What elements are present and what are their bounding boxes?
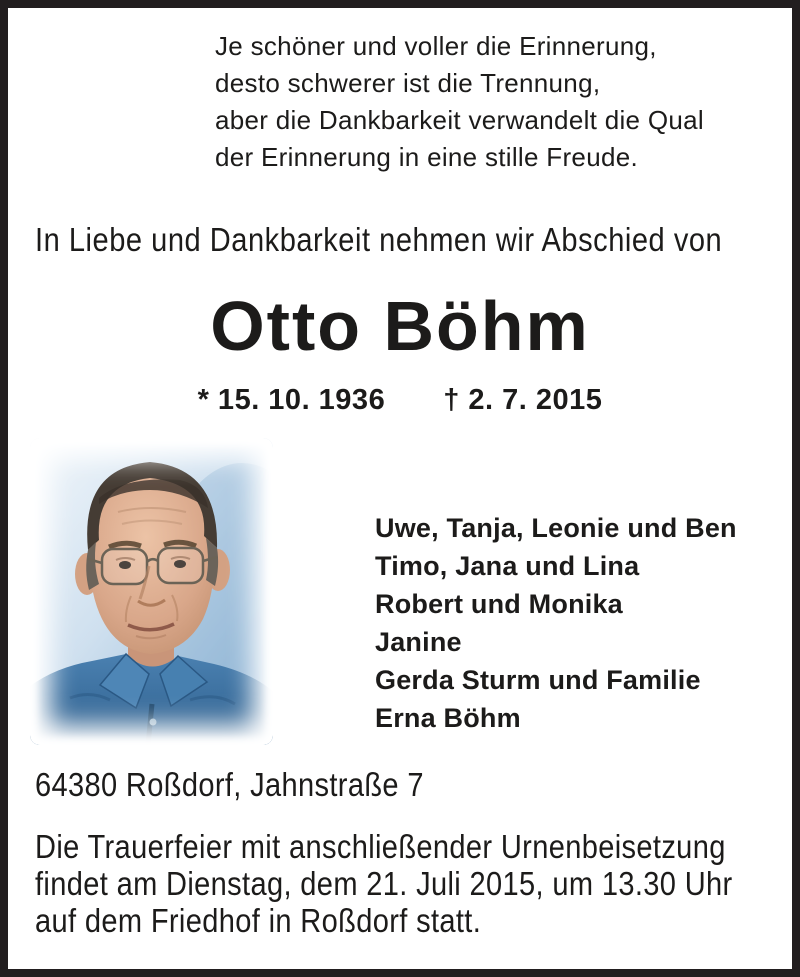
birth-date: * 15. 10. 1936 — [197, 384, 386, 416]
mourners-list — [375, 509, 737, 737]
mourner-line: Gerda Sturm und Familie — [375, 665, 701, 695]
funeral-line: Die Trauerfeier mit anschließender Urnenbeisetzung — [35, 828, 726, 865]
face — [90, 474, 214, 654]
life-dates — [0, 384, 800, 417]
farewell-intro: In Liebe und Dankbarkeit nehmen wir Abschied von — [35, 221, 723, 258]
portrait-photo — [30, 438, 273, 745]
portrait-illustration — [30, 438, 273, 745]
mourner-line: Uwe, Tanja, Leonie und Ben — [375, 513, 737, 543]
photo-background — [30, 438, 273, 745]
deceased-name: Otto Böhm — [210, 287, 590, 365]
glasses — [88, 548, 217, 584]
mourner-line: Robert und Monika — [375, 589, 623, 619]
quote-line: Je schöner und voller die Erinnerung, — [215, 31, 657, 61]
mourner-line: Erna Böhm — [375, 703, 521, 733]
mourner-line: Janine — [375, 627, 462, 657]
quote-line: desto schwerer ist die Trennung, — [215, 68, 601, 98]
hair — [86, 462, 218, 590]
funeral-line: findet am Dienstag, dem 21. Juli 2015, um 13.30 Uhr — [35, 865, 733, 902]
funeral-details — [35, 828, 733, 939]
home-address: 64380 Roßdorf, Jahnstraße 7 — [35, 766, 424, 803]
mourner-line: Timo, Jana und Lina — [375, 551, 640, 581]
quote-line: aber die Dankbarkeit verwandelt die Qual — [215, 105, 704, 135]
shirt — [30, 654, 273, 745]
memorial-quote — [215, 28, 704, 176]
funeral-line: auf dem Friedhof in Roßdorf statt. — [35, 902, 482, 939]
quote-line: der Erinnerung in eine stille Freude. — [215, 142, 638, 172]
death-date: † 2. 7. 2015 — [443, 384, 603, 416]
